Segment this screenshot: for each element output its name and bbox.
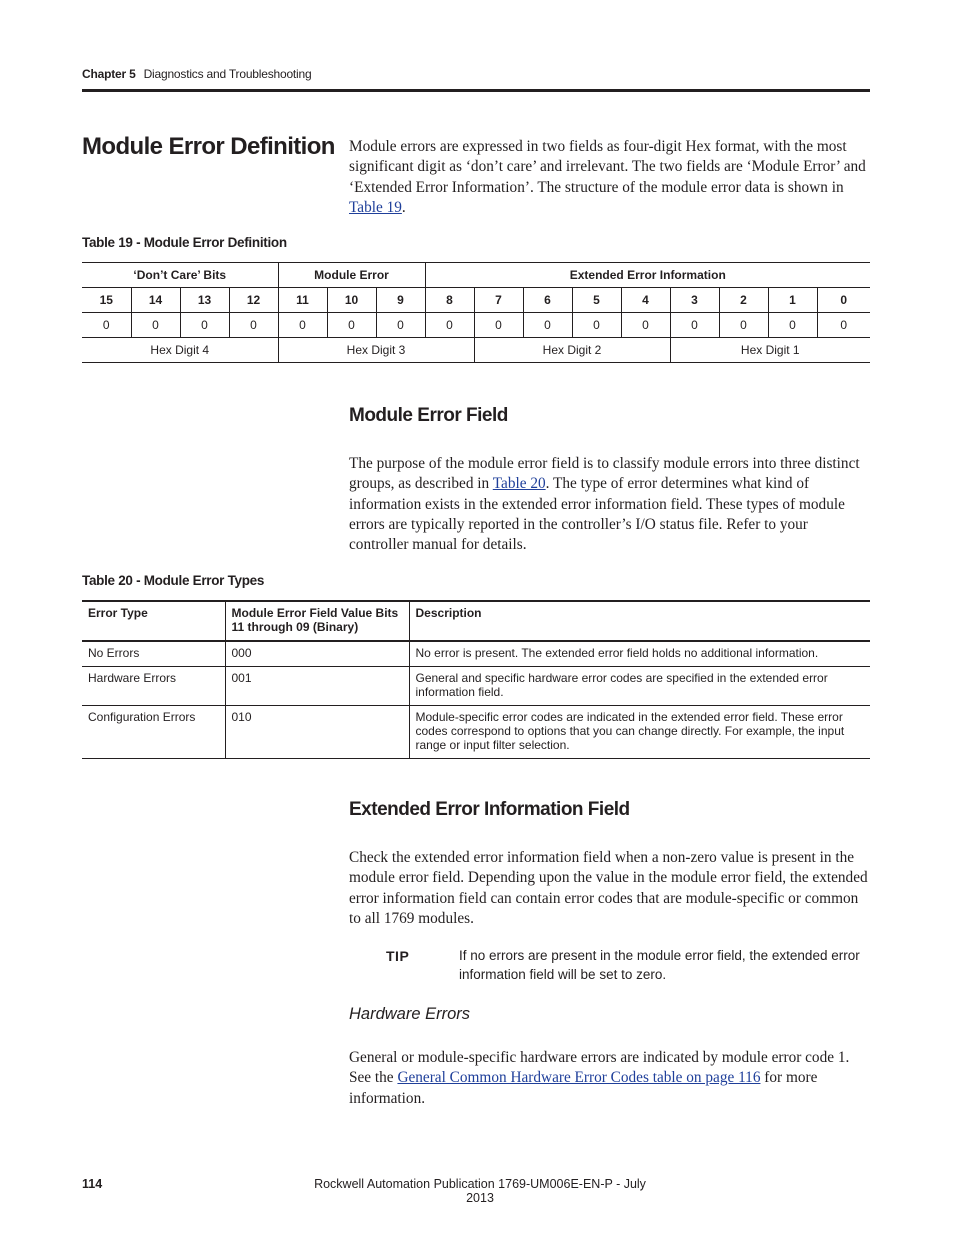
bit-value-cell: 0 <box>719 313 768 338</box>
bit-value-cell: 0 <box>670 313 719 338</box>
section-title-extended-error-field: Extended Error Information Field <box>349 799 630 820</box>
chapter-label: Chapter 5 <box>82 67 136 81</box>
group-dont-care: ‘Don’t Care’ Bits <box>82 263 278 288</box>
extended-error-paragraph: Check the extended error information field when a non-zero value is present in the module error field. Depending upon the value in the module error field, the extended error information field can contain error codes that are module-specific or common to all 1769 modules. <box>349 849 868 927</box>
table20-link[interactable]: Table 20 <box>492 475 546 493</box>
table19-caption: Table 19 - Module Error Definition <box>82 235 287 250</box>
table-row <box>82 706 870 759</box>
mef-text: The purpose of the module error field is to classify module errors into three distinct groups, as described in <box>349 455 860 493</box>
hardware-errors-subhead: Hardware Errors <box>349 1005 471 1023</box>
table19-link[interactable]: Table 19 <box>349 198 402 216</box>
table19-bits-row <box>82 288 870 313</box>
table20-header-row <box>82 601 870 641</box>
hex-digit-1: Hex Digit 1 <box>670 338 870 363</box>
bit-value-cell: 0 <box>523 313 572 338</box>
intro-paragraph <box>349 137 871 218</box>
bit-header-cell: 9 <box>376 288 425 313</box>
header-rule <box>82 89 870 92</box>
group-extended-error: Extended Error Information <box>425 263 870 288</box>
description-cell: No error is present. The extended error field holds no additional information. <box>409 641 870 667</box>
bit-value-cell: 0 <box>621 313 670 338</box>
bit-header-cell: 5 <box>572 288 621 313</box>
header-field-value: Module Error Field Value Bits 11 through 09 (Binary) <box>225 601 409 641</box>
page-number: 114 <box>82 1177 103 1191</box>
bit-value-cell: 0 <box>572 313 621 338</box>
header-description: Description <box>409 601 870 641</box>
table20-caption: Table 20 - Module Error Types <box>82 573 265 588</box>
section-title-module-error-definition: Module Error Definition <box>82 133 335 160</box>
bit-value-cell: 0 <box>425 313 474 338</box>
bit-value-cell: 0 <box>327 313 376 338</box>
error-type-cell: Configuration Errors <box>82 706 225 759</box>
bit-value-cell: 0 <box>474 313 523 338</box>
bit-header-cell: 10 <box>327 288 376 313</box>
bit-header-cell: 0 <box>817 288 870 313</box>
chapter-title: Diagnostics and Troubleshooting <box>143 67 312 81</box>
module-error-types-table <box>82 600 870 759</box>
table-row <box>82 641 870 667</box>
section-title-module-error-field: Module Error Field <box>349 405 508 426</box>
bit-value-cell: 0 <box>82 313 131 338</box>
bit-value-cell: 0 <box>376 313 425 338</box>
table-row <box>82 667 870 706</box>
running-header <box>82 67 311 81</box>
error-type-cell: Hardware Errors <box>82 667 225 706</box>
bit-header-cell: 4 <box>621 288 670 313</box>
bit-header-cell: 12 <box>229 288 278 313</box>
bit-header-cell: 11 <box>278 288 327 313</box>
bit-header-cell: 14 <box>131 288 180 313</box>
table19-hex-row <box>82 338 870 363</box>
mef-text-end: . The type of error determines what kind of information exists in the extended error information field. These types of module errors are typically reported in the controller’s I/O status file. Refer to your controller manual for details. <box>349 475 845 554</box>
publication-info: Rockwell Automation Publication 1769-UM006E-EN-P - July 2013 <box>314 1177 646 1205</box>
table19-values-row <box>82 313 870 338</box>
tip-label: TIP <box>386 948 410 964</box>
bit-header-cell: 1 <box>768 288 817 313</box>
intro-text: Module errors are expressed in two fields as four-digit Hex format, with the most significant digit as ‘don’t care’ and irrelevant. The two fields are ‘Module Error’ and ‘Extended Error Information’. The structure of the module error data is shown in <box>349 138 866 196</box>
hex-digit-3: Hex Digit 3 <box>278 338 474 363</box>
tip-text: If no errors are present in the module error field, the extended error information field will be set to zero. <box>459 948 860 982</box>
module-error-field-paragraph <box>349 454 871 555</box>
hw-text-end: for more information. <box>349 1069 818 1107</box>
intro-text-end: . <box>401 198 406 216</box>
bit-header-cell: 2 <box>719 288 768 313</box>
hex-digit-2: Hex Digit 2 <box>474 338 670 363</box>
hardware-errors-paragraph <box>349 1048 871 1109</box>
bit-header-cell: 3 <box>670 288 719 313</box>
field-value-cell: 000 <box>225 641 409 667</box>
hw-text: General or module-specific hardware errors are indicated by module error code 1. See the <box>349 1049 850 1087</box>
bit-header-cell: 15 <box>82 288 131 313</box>
bit-value-cell: 0 <box>131 313 180 338</box>
description-cell: Module-specific error codes are indicated in the extended error field. These error codes correspond to options that you can change directly. For example, the input range or input filter selection. <box>409 706 870 759</box>
description-cell: General and specific hardware error codes are specified in the extended error information field. <box>409 667 870 706</box>
header-error-type: Error Type <box>82 601 225 641</box>
bit-value-cell: 0 <box>817 313 870 338</box>
hardware-error-codes-link[interactable]: General Common Hardware Error Codes table on page 116 <box>397 1069 761 1087</box>
module-error-definition-table <box>82 262 870 363</box>
bit-value-cell: 0 <box>180 313 229 338</box>
bit-value-cell: 0 <box>229 313 278 338</box>
field-value-cell: 001 <box>225 667 409 706</box>
bit-header-cell: 8 <box>425 288 474 313</box>
bit-value-cell: 0 <box>768 313 817 338</box>
bit-header-cell: 13 <box>180 288 229 313</box>
hex-digit-4: Hex Digit 4 <box>82 338 278 363</box>
bit-value-cell: 0 <box>278 313 327 338</box>
group-module-error: Module Error <box>278 263 425 288</box>
bit-header-cell: 6 <box>523 288 572 313</box>
error-type-cell: No Errors <box>82 641 225 667</box>
bit-header-cell: 7 <box>474 288 523 313</box>
field-value-cell: 010 <box>225 706 409 759</box>
table19-group-row <box>82 263 870 288</box>
